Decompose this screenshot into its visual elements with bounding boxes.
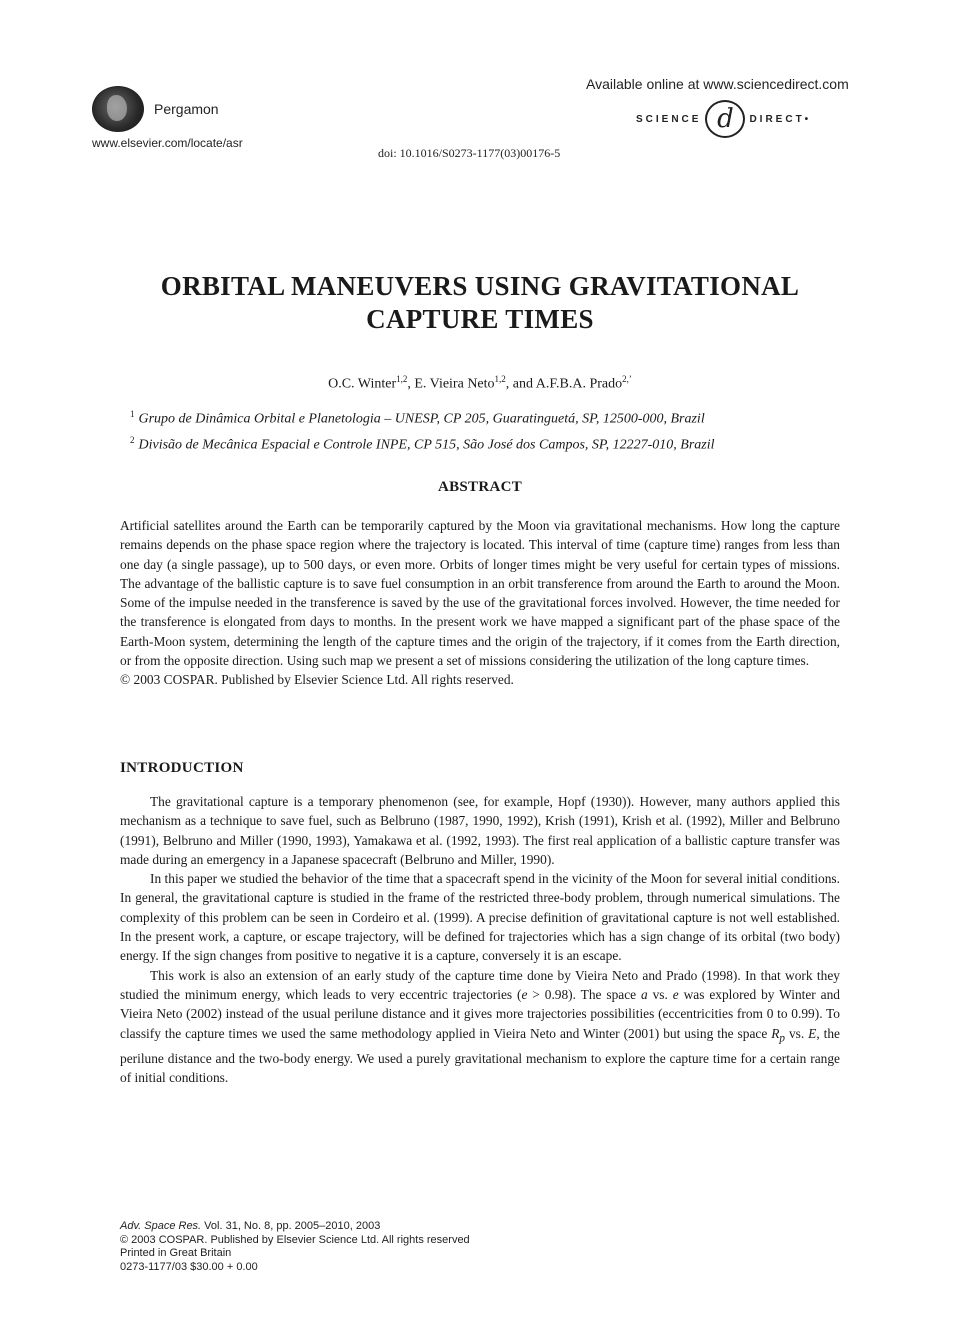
affiliation-1	[130, 404, 850, 430]
affiliation-2	[130, 430, 850, 456]
footer-printed: Printed in Great Britain	[120, 1247, 232, 1259]
doi[interactable]: doi: 10.1016/S0273-1177(03)00176-5	[378, 146, 561, 160]
title-line-2: CAPTURE TIMES	[366, 304, 594, 334]
math-var: R	[771, 1025, 780, 1041]
title-line-1: ORBITAL MANEUVERS USING GRAVITATIONAL	[160, 271, 800, 301]
brand-left: SCIENCE	[636, 113, 702, 125]
footer-copyright: © 2003 COSPAR. Published by Elsevier Science Ltd. All rights reserved	[120, 1233, 470, 1246]
math-var: e	[672, 986, 679, 1002]
intro-paragraph-1: The gravitational capture is a temporary phenomenon (see, for example, Hopf (1930)). However, many authors applied this mechanism as a technique to save fuel, such as Belbruno (1987, 1990, 1992), Krish (1991), Krish et al. (1992), Miller and Belbruno (1991), Belbruno and Miller (1990, 1993), Yamakawa et al. (1992, 1993). The first real application of a ballistic capture transfer was made during an emergency in a Japanese spacecraft (Belbruno and Miller, 1990).	[120, 794, 840, 867]
publication-footer	[120, 1220, 470, 1274]
brand-right: DIRECT•	[749, 113, 812, 125]
publisher-logo	[92, 86, 219, 132]
introduction-body	[120, 792, 840, 1087]
text-run: This work is also an extension of an early study of the capture time done by Vieira Neto and Prado (1998). In that work they studied the minimum energy, which leads to very eccentric trajectories (	[120, 967, 840, 1002]
footer-citation	[120, 1220, 470, 1234]
pergamon-emblem-icon	[92, 86, 144, 132]
text-run: , the perilune distance and the two-body energy. We used a purely gravitational mechanism to explore the capture time for a certain range of initial conditions.	[120, 1025, 840, 1085]
paper-title	[120, 270, 840, 336]
text-run: > 0.98). The space	[527, 986, 641, 1002]
journal-name: Adv. Space Res.	[120, 1220, 202, 1232]
citation-details: Vol. 31, No. 8, pp. 2005–2010, 2003	[201, 1220, 381, 1232]
author-2-affil: 1,2	[494, 374, 506, 384]
author-1: O.C. Winter	[328, 376, 397, 392]
footer-price: 0273-1177/03 $30.00 + 0.00	[120, 1260, 258, 1273]
publisher-name: Pergamon	[154, 101, 219, 117]
journal-url[interactable]: www.elsevier.com/locate/asr	[92, 136, 243, 150]
affiliation-number: 2	[130, 434, 135, 445]
sciencedirect-logo	[636, 100, 811, 138]
abstract-copyright: © 2003 COSPAR. Published by Elsevier Science Ltd. All rights reserved.	[120, 672, 514, 688]
text-run: was explored by Winter and Vieira Neto (2002) instead of the usual perilune distance and it gives more trajectories possibilities (eccentricities from 0 to 0.99). To classify the capture times we used the same methodology applied in Vieira Neto and Winter (2001) but using the space	[120, 986, 840, 1041]
intro-paragraph-3	[120, 966, 840, 1087]
math-var: e	[521, 986, 528, 1002]
author-1-affil: 1,2	[396, 374, 408, 384]
text-run: vs.	[647, 986, 673, 1002]
author-3-affil: 2,’	[622, 374, 632, 384]
sciencedirect-mark-icon: d	[705, 100, 745, 138]
author-separator: ,	[407, 376, 415, 392]
author-3: A.F.B.A. Prado	[535, 376, 623, 392]
math-var: a	[641, 986, 648, 1002]
affiliation-text: Divisão de Mecânica Espacial e Controle INPE, CP 515, São José dos Campos, SP, 12227-010, Brazil	[138, 437, 715, 453]
affiliation-text: Grupo de Dinâmica Orbital e Planetologia – UNESP, CP 205, Guaratinguetá, SP, 12500-000, Brazil	[138, 411, 705, 427]
affiliation-number: 1	[130, 409, 135, 419]
introduction-heading: INTRODUCTION	[120, 760, 244, 776]
abstract-heading: ABSTRACT	[437, 479, 523, 495]
intro-paragraph-2: In this paper we studied the behavior of the time that a spacecraft spend in the vicinity of the Moon for several initial conditions. In general, the gravitational capture is studied in the frame of the restricted three-body problem, through numerical simulations. The complexity of this problem can be seen in Cordeiro et al. (1999). A precise definition of gravitational capture is not well established. In the present work, a capture, or escape trajectory, will be defined for trajectories which has a sign change of its orbital (two body) energy. If the sign changes from positive to negative it is a capture, conversely it is an escape.	[120, 871, 840, 964]
affiliations	[130, 404, 850, 455]
author-2: E. Vieira Neto	[414, 376, 495, 392]
math-var: E	[808, 1025, 817, 1041]
online-availability[interactable]: Available online at www.sciencedirect.com	[586, 76, 849, 92]
author-separator: , and	[505, 376, 536, 392]
abstract-text: Artificial satellites around the Earth can be temporarily captured by the Moon via gravitational mechanisms. How long the capture remains depends on the phase space region where the trajectory is located. This interval of time (capture time) ranges from less than one day (a single passage), up to 500 days, or even more. Orbits of longer times might be very useful for certain types of missions. The advantage of the ballistic capture is to save fuel consumption in an orbit transference from around the Earth to around the Moon. Some of the impulse needed in the transference is saved by the use of the gravitational forces involved. However, the time needed for the transference is elongated from days to months. In the present work we have mapped a significant part of the phase space of the Earth-Moon system, determining the length of the capture times and the origin of the trajectory, if it comes from the Earth direction, or from the opposite direction. Using such map we present a set of missions considering the utilization of the long capture times.	[120, 518, 840, 669]
author-list	[120, 374, 840, 393]
abstract-body	[120, 516, 840, 690]
text-run: vs.	[785, 1025, 809, 1041]
math-subscript: p	[779, 1032, 785, 1045]
